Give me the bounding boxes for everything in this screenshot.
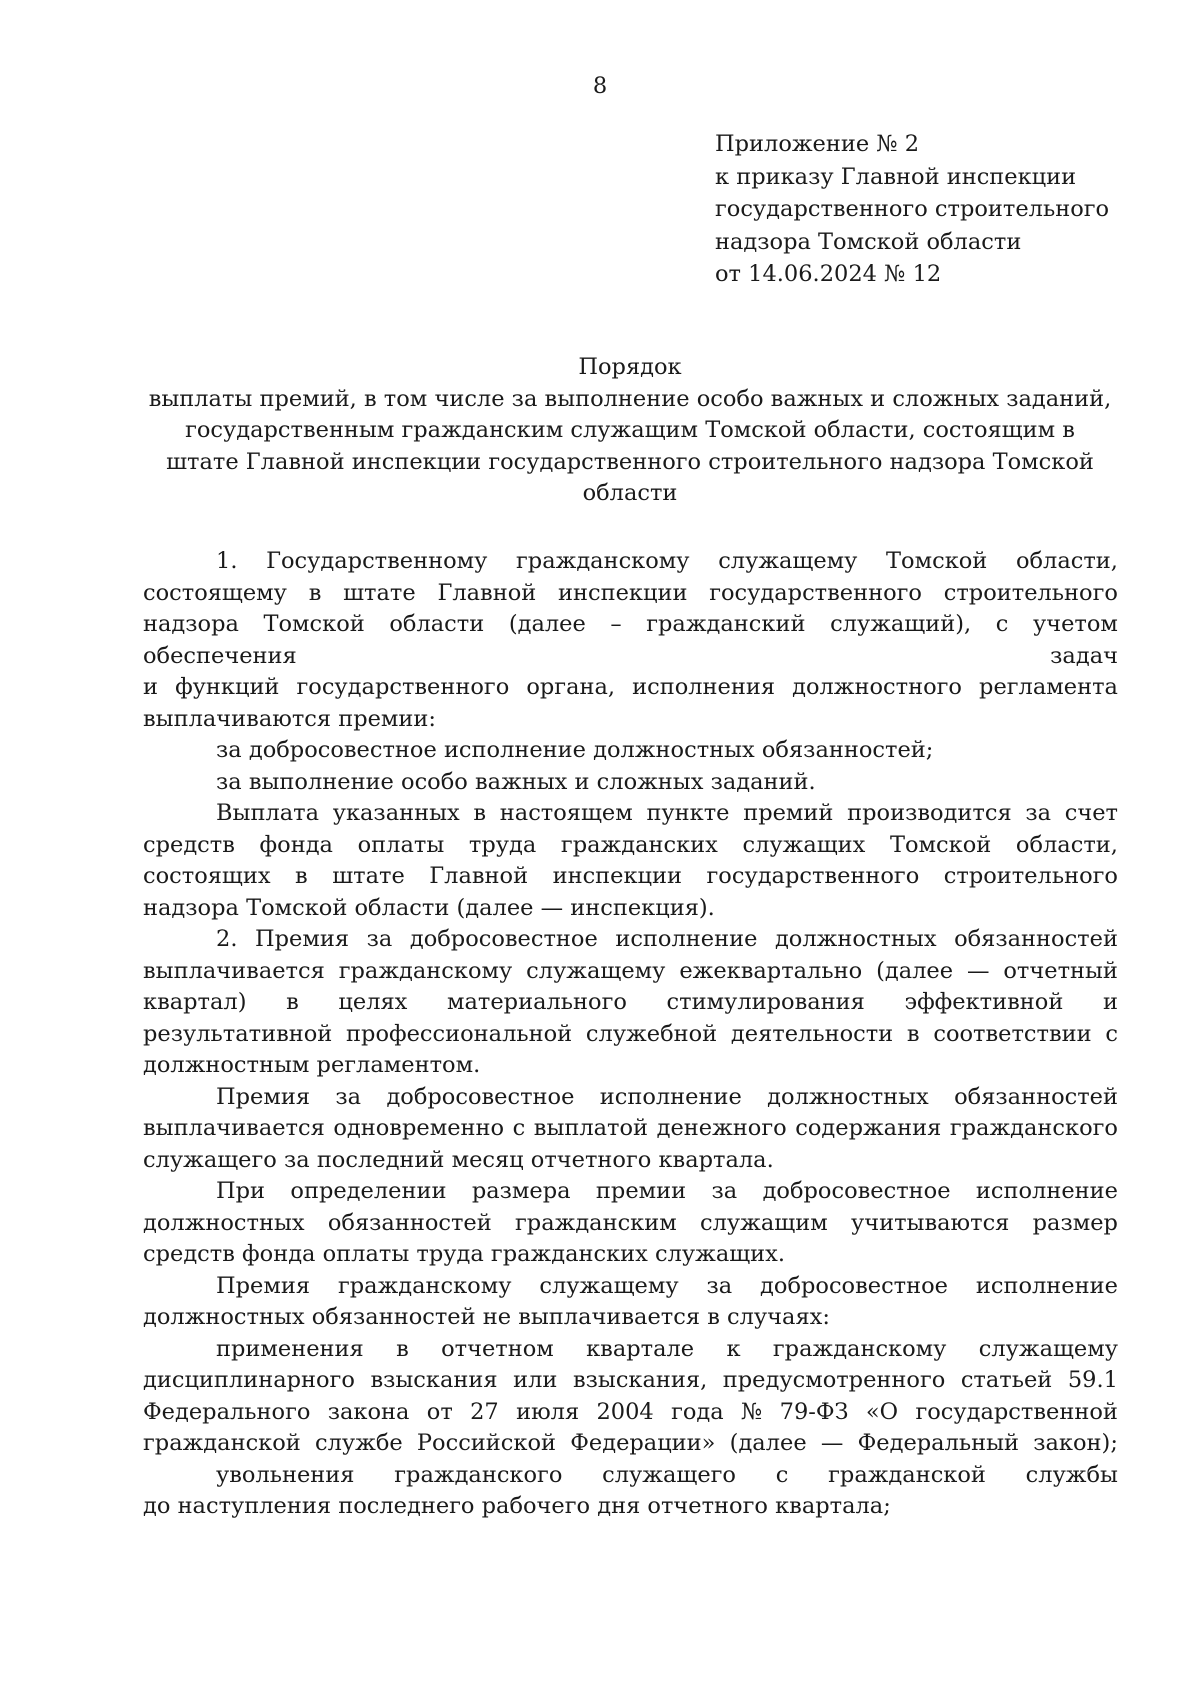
body-line: средств фонда оплаты труда гражданских служащих Томской области, bbox=[143, 831, 1118, 858]
body-line: Федерального закона от 27 июля 2004 года № 79-ФЗ «О государственной bbox=[143, 1398, 1118, 1425]
body-line: квартал) в целях материального стимулирования эффективной и bbox=[143, 989, 1118, 1015]
body-line: 2. Премия за добросовестное исполнение должностных обязанностей bbox=[216, 926, 1118, 952]
body-line: При определении размера премии за добросовестное исполнение bbox=[216, 1178, 1118, 1204]
body-line: выплачивается гражданскому служащему ежеквартально (далее — отчетный bbox=[143, 957, 1118, 984]
body-line: обеспечения задач bbox=[143, 642, 1118, 669]
body-line: увольнения гражданского служащего с гражданской службы bbox=[216, 1461, 1118, 1488]
body-line: надзора Томской области (далее — инспекция). bbox=[143, 894, 715, 921]
title-line: штате Главной инспекции государственного строительного надзора Томской bbox=[166, 448, 1094, 475]
body-line: состоящих в штате Главной инспекции государственного строительного bbox=[143, 863, 1118, 889]
body-line: должностных обязанностей гражданским служащим учитываются размер bbox=[143, 1209, 1118, 1236]
body-line: надзора Томской области (далее – гражданский служащий), с учетом bbox=[143, 611, 1118, 637]
body-line: Выплата указанных в настоящем пункте премий производится за счет bbox=[216, 800, 1118, 826]
body-line: Премия за добросовестное исполнение должностных обязанностей bbox=[216, 1083, 1118, 1110]
title-line: государственным гражданским служащим Томской области, состоящим в bbox=[185, 417, 1075, 443]
body-line: состоящему в штате Главной инспекции государственного строительного bbox=[143, 579, 1118, 606]
page-number: 8 bbox=[592, 73, 608, 99]
body-line: 1. Государственному гражданскому служащему Томской области, bbox=[216, 548, 1118, 574]
title-line: выплаты премий, в том числе за выполнение особо важных и сложных заданий, bbox=[148, 385, 1112, 412]
body-line: до наступления последнего рабочего дня отчетного квартала; bbox=[143, 1493, 891, 1519]
document-body bbox=[143, 546, 1118, 1523]
appendix-header bbox=[715, 128, 1165, 291]
body-line: должностным регламентом. bbox=[143, 1052, 481, 1078]
body-line: служащего за последний месяц отчетного квартала. bbox=[143, 1146, 774, 1173]
body-line: применения в отчетном квартале к гражданскому служащему bbox=[216, 1335, 1118, 1362]
appendix-line: надзора Томской области bbox=[715, 228, 1022, 255]
body-line: и функций государственного органа, исполнения должностного регламента bbox=[143, 674, 1118, 700]
appendix-line: к приказу Главной инспекции bbox=[715, 163, 1077, 190]
document-title bbox=[140, 352, 1120, 510]
appendix-line: от 14.06.2024 № 12 bbox=[715, 261, 942, 287]
body-line: должностных обязанностей не выплачивается в случаях: bbox=[143, 1304, 830, 1330]
title-line: области bbox=[582, 480, 678, 506]
appendix-line: Приложение № 2 bbox=[715, 131, 920, 157]
title-line: Порядок bbox=[578, 354, 682, 380]
body-line: за добросовестное исполнение должностных обязанностей; bbox=[216, 737, 934, 763]
body-line: гражданской службе Российской Федерации» (далее — Федеральный закон); bbox=[143, 1430, 1118, 1456]
body-line: выплачиваются премии: bbox=[143, 705, 437, 732]
body-line: выплачивается одновременно с выплатой денежного содержания гражданского bbox=[143, 1115, 1118, 1141]
body-line: Премия гражданскому служащему за добросовестное исполнение bbox=[216, 1272, 1118, 1299]
appendix-line: государственного строительного bbox=[715, 196, 1110, 222]
body-line: дисциплинарного взыскания или взыскания, предусмотренного статьей 59.1 bbox=[143, 1367, 1118, 1393]
body-line: средств фонда оплаты труда гражданских служащих. bbox=[143, 1241, 785, 1267]
body-line: за выполнение особо важных и сложных заданий. bbox=[216, 768, 816, 795]
body-line: результативной профессиональной служебной деятельности в соответствии с bbox=[143, 1020, 1118, 1047]
